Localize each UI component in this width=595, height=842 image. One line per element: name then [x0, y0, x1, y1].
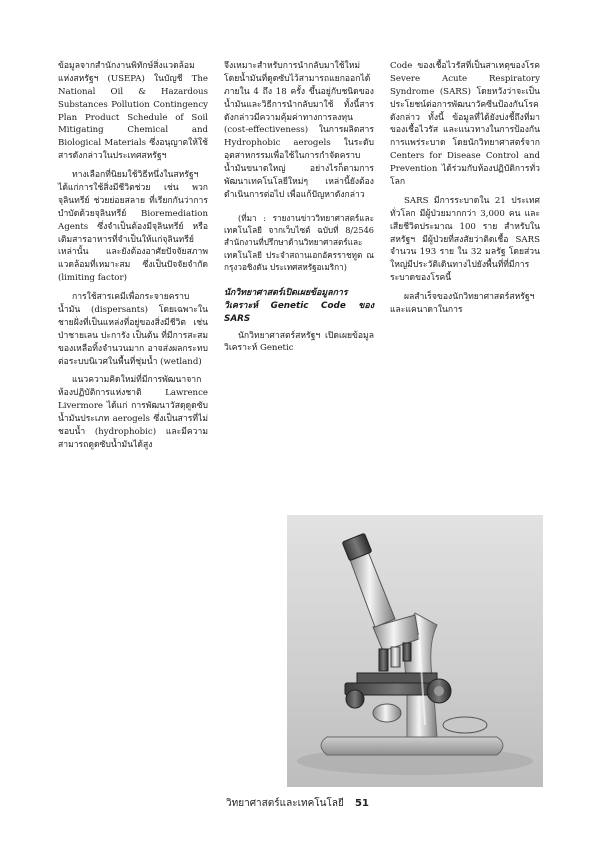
- source-reference: (ที่มา : รายงานข่าววิทยาศาสตร์และเทคโนโลยี จากเว็บไซต์ ฉบับที่ 8/2546 สำนักงานที่ปรึกษาด้านวิทยาศาสตร์และเทคโนโลยี ประจำสถานเอกอัครราชทูต ณ กรุงวอชิงตัน ประเทศสหรัฐอเมริกา): [224, 212, 374, 272]
- article-subheading: นักวิทยาศาสตร์เปิดเผยข้อมูลการวิเคราะห์ Genetic Code ของ SARS: [224, 288, 374, 324]
- page-footer: [0, 796, 595, 811]
- publication-name: วิทยาศาสตร์และเทคโนโลยี: [226, 798, 344, 809]
- col3-paragraph: ผลสำเร็จของนักวิทยาศาสตร์สหรัฐฯ และแคนาดาในการ: [390, 292, 535, 316]
- text-column-2: [224, 60, 374, 361]
- col1-paragraph: ข้อมูลจากสำนักงานพิทักษ์สิ่งแวดล้อมแห่งสหรัฐฯ (USEPA) ในบัญชี The National Oil & Hazardous Substances Pollution Contingency Plan Product Schedule of Soil Mitigating Chemical and Biological Materials ซึ่งอนุญาตให้ใช้สารดังกล่าวในประเทศสหรัฐฯ: [58, 61, 208, 162]
- page-number: 51: [355, 798, 369, 809]
- col3-paragraph: SARS มีการระบาดใน 21 ประเทศทั่วโลก มีผู้ป่วยมากกว่า 3,000 คน และเสียชีวิตประมาณ 100 ราย สำหรับในสหรัฐฯ มีผู้ป่วยที่สงสัยว่าติดเชื้อ SARS จำนวน 193 ราย ใน 32 มลรัฐ โดยส่วนใหญ่มีประวัติเดินทางไปยังพื้นที่ที่มีการระบาดของโรคนี้: [390, 195, 540, 284]
- microscope-photo: [287, 515, 543, 787]
- col1-paragraph: ทางเลือกที่นิยมใช้วิธีหนึ่งในสหรัฐฯ ได้แก่การใช้สิ่งมีชีวิตช่วย เช่น พวกจุลินทรีย์ ช่วยย่อยสลาย ที่เรียกกันว่าการบำบัดด้วยจุลินทรีย์ Bioremediation Agents ซึ่งจำเป็นต้องมีจุลินทรีย์ หรือเติมสารอาหารที่จำเป็นให้แก่จุลินทรีย์เหล่านั้น และยังต้องอาศัยปัจจัยสภาพแวดล้อมที่เหมาะสม ซึ่งเป็นปัจจัยจำกัด (limiting factor): [58, 170, 208, 284]
- col1-paragraph: แนวความคิดใหม่ที่มีการพัฒนาจากห้องปฏิบัติการแห่งชาติ Lawrence Livermore ได้แก่ การพัฒนาวัสดุดูดซับน้ำมันประเภท aerogels ซึ่งเป็นสารที่ไม่ชอบน้ำ (hydrophobic) และมีความสามารถดูดซับน้ำมันได้สูง: [58, 375, 208, 450]
- col2-paragraph: จึงเหมาะสำหรับการนำกลับมาใช้ใหม่ โดยน้ำมันที่ดูดซับไว้สามารถแยกออกได้ภายใน 4 ถึง 18 ครั้ง ขึ้นอยู่กับชนิดของน้ำมันและวิธีการนำกลับมาใช้ ทั้งนี้สารดังกล่าวมีความคุ้มค่าทางการลงทุน (cost-effectiveness) ในการผลิตสาร Hydrophobic aerogels ในระดับอุตสาหกรรมเพื่อใช้ในการกำจัดคราบน้ำมันขนาดใหญ่ อย่างไรก็ตามการพัฒนาเทคโนโลยีใหม่ๆ เหล่านี้ยังต้องดำเนินการต่อไป เพื่อแก้ปัญหาดังกล่าว: [224, 61, 374, 200]
- microscope-icon: [287, 515, 543, 787]
- text-column-1: [58, 60, 208, 458]
- col3-paragraph: Code ของเชื้อไวรัสที่เป็นสาเหตุของโรค Severe Acute Respiratory Syndrome (SARS) โดยหวังว่าจะเป็นประโยชน์ต่อการพัฒนาวัคซีนป้องกันโรคดังกล่าว ทั้งนี้ ข้อมูลที่ได้ยังบ่งชี้ถึงที่มาของเชื้อไวรัส และแนวทางในการป้องกันการแพร่ระบาด โดยนักวิทยาศาสตร์จาก Centers for Disease Control and Prevention ได้ร่วมกับห้องปฏิบัติการทั่วโลก: [390, 61, 540, 188]
- text-column-3: [390, 60, 540, 323]
- col1-paragraph: การใช้สารเคมีเพื่อกระจายคราบน้ำมัน (dispersants) โดยเฉพาะในชายฝั่งที่เป็นแหล่งที่อยู่ของสิ่งมีชีวิต เช่น ป่าชายเลน ปะการัง เป็นต้น ที่มีการสะสมของเหลือทิ้งจำนวนมาก อาจส่งผลกระทบต่อระบบนิเวศในพื้นที่ชุ่มน้ำ (wetland): [58, 292, 208, 367]
- col2-paragraph: นักวิทยาศาสตร์สหรัฐฯ เปิดเผยข้อมูลวิเคราะห์ Genetic: [224, 330, 374, 354]
